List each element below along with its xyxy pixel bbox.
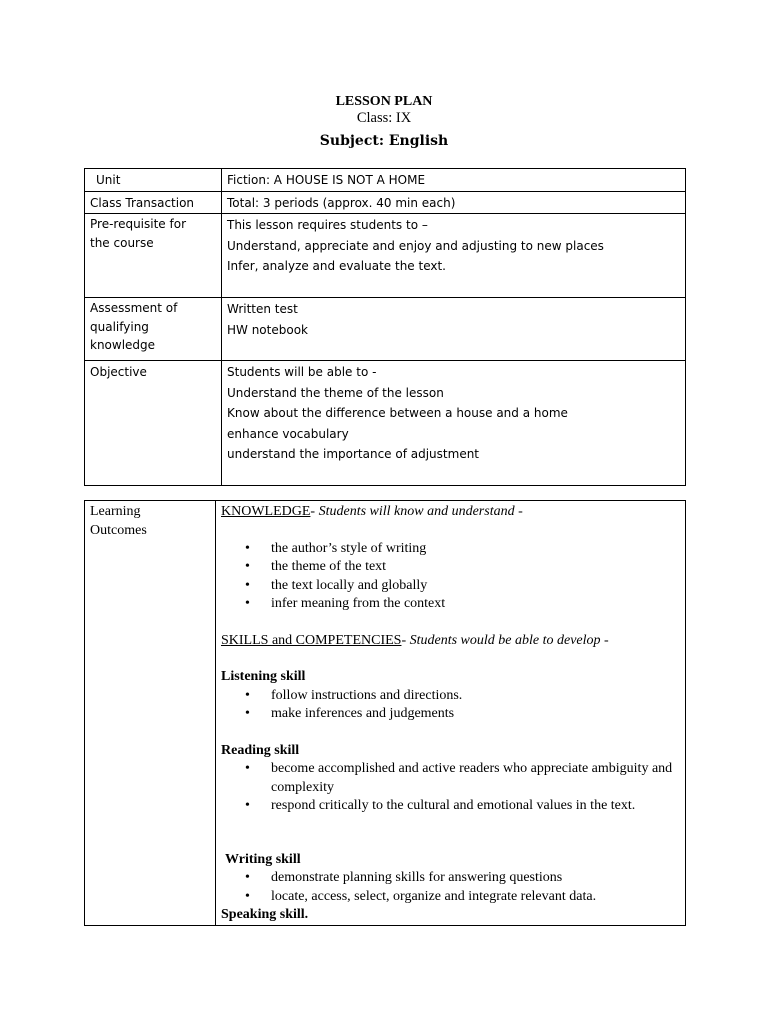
listening-list	[221, 687, 680, 724]
list-item: • infer meaning from the context	[221, 595, 680, 614]
subject-line: Subject: English	[319, 133, 449, 149]
speaking-heading: Speaking skill.	[221, 907, 309, 922]
knowledge-line	[221, 503, 680, 522]
list-item: • the text locally and globally	[221, 577, 680, 596]
list-item: • the theme of the text	[221, 558, 680, 577]
content-line: Understand, appreciate and enjoy and adjusting to new places	[227, 238, 604, 253]
list-item: • demonstrate planning skills for answering questions	[221, 869, 680, 888]
content-line: Infer, analyze and evaluate the text.	[227, 259, 446, 273]
writing-heading: Writing skill	[225, 851, 301, 867]
row-label-cell	[85, 361, 222, 486]
table-row-class-transaction	[85, 191, 686, 214]
learning-outcomes-table	[84, 500, 686, 926]
row-label-line: the course	[90, 235, 154, 250]
writing-list	[221, 869, 680, 906]
row-content-cell	[222, 191, 686, 214]
row-content-cell	[222, 169, 686, 192]
content-line: Written test	[227, 302, 298, 316]
document-header	[0, 93, 768, 150]
row-label-line: Outcomes	[90, 522, 147, 538]
skills-intro: - Students would be able to develop -	[401, 632, 609, 648]
class-transaction-value: Total: 3 periods (approx. 40 min each)	[227, 195, 456, 210]
list-item: • become accomplished and active readers who appreciate ambiguity and complexity	[221, 760, 680, 797]
list-item: • follow instructions and directions.	[221, 687, 680, 706]
row-content-cell	[222, 361, 686, 486]
reading-heading: Reading skill	[221, 742, 300, 758]
table-row-assessment	[85, 298, 686, 361]
unit-value: Fiction: A HOUSE IS NOT A HOME	[227, 173, 426, 187]
lesson-plan-table	[84, 168, 686, 486]
table-row-prerequisite	[85, 214, 686, 298]
class-line: Class: IX	[356, 110, 412, 126]
list-item: • the author’s style of writing	[221, 540, 680, 559]
row-content-cell	[222, 298, 686, 361]
content-line: Know about the difference between a house and a home	[227, 406, 568, 420]
row-label-cell	[85, 501, 216, 926]
list-item: • make inferences and judgements	[221, 705, 680, 724]
knowledge-list	[221, 540, 680, 614]
table-row-unit	[85, 169, 686, 192]
table-row-objective	[85, 361, 686, 486]
row-label: Unit	[96, 173, 121, 187]
row-label-line: qualifying	[90, 319, 149, 334]
row-label: Class Transaction	[90, 195, 195, 210]
list-item: • respond critically to the cultural and emotional values in the text.	[221, 797, 680, 816]
row-label-line: Assessment of	[90, 301, 178, 315]
row-label-cell	[85, 191, 222, 214]
row-label-line: knowledge	[90, 338, 156, 352]
content-line: This lesson requires students to –	[227, 218, 428, 232]
row-label: Objective	[90, 365, 147, 379]
knowledge-heading: KNOWLEDGE	[221, 504, 311, 519]
skills-line	[221, 632, 680, 651]
row-label-cell	[85, 298, 222, 361]
row-label-line: Pre-requisite for	[90, 217, 187, 231]
listening-heading: Listening skill	[221, 669, 306, 684]
row-content-cell	[222, 214, 686, 298]
outcomes-content-cell	[216, 501, 686, 926]
row-label-cell	[85, 169, 222, 192]
content-line: enhance vocabulary	[227, 426, 349, 441]
content-line: Understand the theme of the lesson	[227, 385, 444, 400]
row-label-cell	[85, 214, 222, 298]
reading-list	[221, 760, 680, 816]
list-item: • locate, access, select, organize and integrate relevant data.	[221, 888, 680, 907]
table-row-learning-outcomes	[85, 501, 686, 926]
skills-heading: SKILLS and COMPETENCIES	[221, 632, 402, 648]
content-line: HW notebook	[227, 322, 308, 337]
content-line: Students will be able to -	[227, 365, 377, 379]
document-title: LESSON PLAN	[335, 94, 433, 109]
row-label-line: Learning	[90, 504, 141, 519]
content-line: understand the importance of adjustment	[227, 447, 480, 461]
knowledge-intro: - Students will know and understand -	[310, 504, 523, 519]
